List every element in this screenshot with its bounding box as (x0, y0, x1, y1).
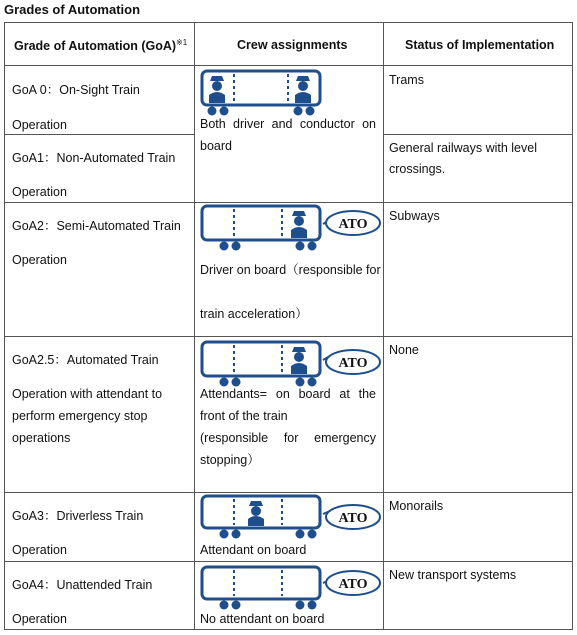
ato-label: ATO (338, 577, 368, 592)
train-icon-attendant-front-ato (200, 340, 382, 390)
table-border-right (572, 22, 573, 630)
goa-label: operations (12, 431, 71, 445)
goa-label: Operation (12, 118, 67, 132)
crew-text: Attendants= on board at the (200, 387, 376, 401)
train-icon-driver-ato (200, 204, 382, 254)
goa-label: Operation (12, 185, 67, 199)
goa-label: GoA2.5：Automated Train (12, 353, 159, 367)
goa-label: GoA1：Non-Automated Train (12, 151, 176, 165)
goa-label: perform emergency stop (12, 409, 148, 423)
train-icon-attendant-ato (200, 494, 382, 542)
status-text: Monorails (389, 499, 444, 513)
goa-label: Operation with attendant to (12, 387, 163, 401)
crew-text: Attendant on board (200, 543, 307, 557)
automation-table (4, 22, 573, 630)
status-text: crossings. (389, 162, 446, 176)
crew-text: front of the train (200, 409, 288, 423)
crew-text: train acceleration） (200, 307, 308, 321)
column-divider (194, 22, 195, 630)
status-text: General railways with level (389, 141, 537, 155)
goa-label: Operation (12, 543, 67, 557)
table-border-top (4, 22, 573, 23)
ato-label: ATO (338, 511, 368, 526)
header-goa: Grade of Automation (GoA)$^{※1}$ (14, 38, 188, 54)
train-icon-driver-conductor (200, 69, 325, 117)
row-divider (4, 561, 573, 562)
status-text: Subways (389, 209, 440, 223)
goa-label: GoA2：Semi-Automated Train (12, 219, 181, 233)
row-divider (383, 134, 573, 135)
status-text: None (389, 343, 419, 357)
crew-text: Both driver and conductor on (200, 117, 376, 131)
train-icon-unattended-ato (200, 565, 382, 613)
goa-label: Operation (12, 612, 67, 626)
crew-text: Driver on board（responsible for (200, 263, 381, 277)
goa-label: GoA3：Driverless Train (12, 509, 144, 523)
table-border-left (4, 22, 5, 630)
row-divider (4, 134, 194, 135)
status-text: New transport systems (389, 568, 517, 582)
header-status: Status of Implementation (405, 38, 555, 52)
page-title: Grades of Automation (4, 2, 141, 17)
crew-text: (responsible for emergency (200, 431, 376, 445)
ato-label: ATO (338, 356, 368, 371)
table-border-bottom (4, 629, 573, 630)
row-divider (4, 336, 573, 337)
ato-label: ATO (338, 217, 368, 232)
crew-text: No attendant on board (200, 612, 325, 626)
goa-label: GoA4：Unattended Train (12, 578, 153, 592)
status-text: Trams (389, 73, 424, 87)
row-divider (4, 492, 573, 493)
header-crew: Crew assignments (237, 38, 348, 52)
row-divider (4, 65, 573, 66)
crew-text: stopping） (200, 453, 260, 467)
row-divider (4, 202, 573, 203)
goa-label: GoA 0：On-Sight Train (12, 83, 140, 97)
crew-text: board (200, 139, 232, 153)
column-divider (383, 22, 384, 630)
goa-label: Operation (12, 253, 67, 267)
